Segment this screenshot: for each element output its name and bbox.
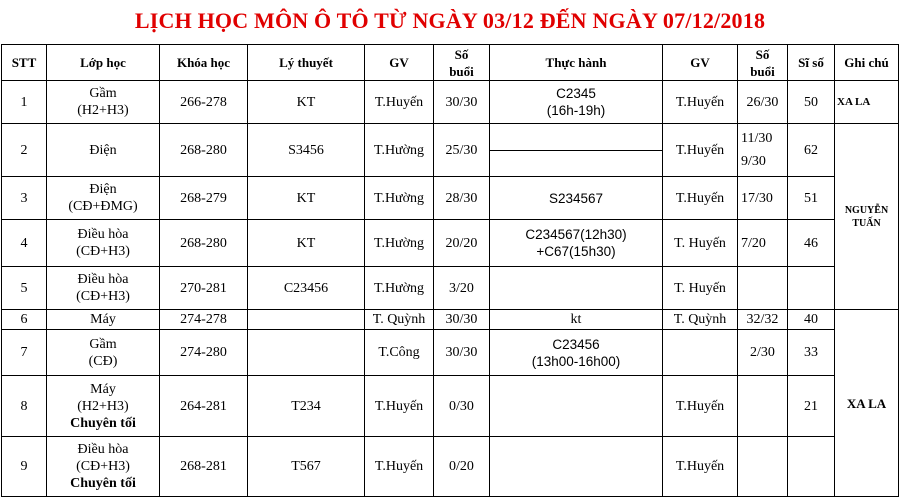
cell-teacher: T.Công [365,330,434,376]
cell-class: Gầm (H2+H3) [47,81,160,124]
cell-teacher: T.Hường [365,124,434,177]
cell-sessions: 30/30 [434,310,490,330]
cell-course: 274-278 [160,310,248,330]
cell-theory: KT [248,81,365,124]
cell-sessions-practice [738,267,788,310]
cell-stt: 8 [2,376,47,437]
cell-stt: 4 [2,220,47,267]
cell-teacher-practice [663,330,738,376]
cell-sessions: 0/30 [434,376,490,437]
cell-theory: C23456 [248,267,365,310]
header-row [2,45,899,81]
cell-stt: 3 [2,177,47,220]
cell-stt: 6 [2,310,47,330]
cell-teacher-practice: T.Huyến [663,124,738,177]
cell-practice: S234567 [490,177,663,220]
cell-stt: 2 [2,124,47,177]
cell-teacher-practice: T. Huyến [663,220,738,267]
header-size: Sĩ số [788,45,835,81]
table-row [2,81,899,124]
cell-practice: C234567(12h30) +C67(15h30) [490,220,663,267]
cell-size: 33 [788,330,835,376]
cell-practice: C2345 (16h-19h) [490,81,663,124]
cell-course: 274-280 [160,330,248,376]
cell-teacher: T.Hường [365,177,434,220]
practice-split-line [490,124,662,151]
cell-course: 268-280 [160,124,248,177]
cell-course: 268-279 [160,177,248,220]
page-title: LỊCH HỌC MÔN Ô TÔ TỪ NGÀY 03/12 ĐẾN NGÀY 07/12/2018 [134,8,766,33]
table-row [2,437,899,497]
header-sessions-1: Số buổi [434,45,490,81]
cell-theory: S3456 [248,124,365,177]
cell-stt: 5 [2,267,47,310]
cell-course: 268-280 [160,220,248,267]
cell-course: 264-281 [160,376,248,437]
table-row [2,177,899,220]
cell-sessions: 0/20 [434,437,490,497]
table-row [2,330,899,376]
cell-teacher-practice: T. Quỳnh [663,310,738,330]
cell-theory [248,330,365,376]
cell-class: Gầm (CĐ) [47,330,160,376]
cell-size: 51 [788,177,835,220]
cell-practice [490,124,663,177]
cell-class: Máy (H2+H3) Chuyên tối [47,376,160,437]
cell-stt: 1 [2,81,47,124]
cell-stt: 9 [2,437,47,497]
cell-size: 21 [788,376,835,437]
header-practice: Thực hành [490,45,663,81]
cell-course: 268-281 [160,437,248,497]
cell-teacher-practice: T.Huyến [663,81,738,124]
cell-practice: C23456 (13h00-16h00) [490,330,663,376]
table-row [2,267,899,310]
cell-theory: KT [248,220,365,267]
cell-sessions-practice: 26/30 [738,81,788,124]
cell-sessions-practice: 32/32 [738,310,788,330]
header-teacher-1: GV [365,45,434,81]
table-row [2,220,899,267]
cell-theory: T234 [248,376,365,437]
cell-theory [248,310,365,330]
cell-class: Điều hòa (CĐ+H3) [47,267,160,310]
cell-practice [490,437,663,497]
header-course: Khóa học [160,45,248,81]
cell-sessions: 25/30 [434,124,490,177]
cell-class: Máy [47,310,160,330]
cell-teacher: T.Huyến [365,81,434,124]
cell-size: 50 [788,81,835,124]
table-row [2,310,899,330]
cell-course: 266-278 [160,81,248,124]
note-row1: XA LA [835,81,899,124]
header-teacher-2: GV [663,45,738,81]
note-group-xa-la: XA LA [835,310,899,497]
cell-sessions: 3/20 [434,267,490,310]
cell-sessions: 20/20 [434,220,490,267]
cell-course: 270-281 [160,267,248,310]
schedule-table [1,44,899,497]
cell-teacher-practice: T.Huyến [663,437,738,497]
cell-class: Điện (CĐ+ĐMG) [47,177,160,220]
cell-teacher: T.Huyến [365,376,434,437]
cell-sessions-practice: 17/30 [738,177,788,220]
header-stt: STT [2,45,47,81]
cell-practice [490,376,663,437]
cell-class: Điều hòa (CĐ+H3) Chuyên tối [47,437,160,497]
cell-sessions-practice: 7/20 [738,220,788,267]
header-note: Ghi chú [835,45,899,81]
cell-size: 40 [788,310,835,330]
cell-teacher: T.Huyến [365,437,434,497]
cell-teacher: T.Hường [365,267,434,310]
cell-theory: T567 [248,437,365,497]
header-theory: Lý thuyết [248,45,365,81]
cell-sessions: 30/30 [434,330,490,376]
cell-practice: kt [490,310,663,330]
cell-size: 46 [788,220,835,267]
cell-sessions-practice [738,437,788,497]
cell-teacher: T. Quỳnh [365,310,434,330]
cell-class: Điều hòa (CĐ+H3) [47,220,160,267]
table-row [2,376,899,437]
cell-teacher: T.Hường [365,220,434,267]
cell-size [788,267,835,310]
note-group-nguyen-tuan: NGUYỄN TUẤN [835,124,899,310]
cell-sessions-practice [738,376,788,437]
cell-practice [490,267,663,310]
header-sessions-2: Số buổi [738,45,788,81]
cell-sessions-practice: 11/30 9/30 [738,124,788,177]
cell-stt: 7 [2,330,47,376]
cell-teacher-practice: T.Huyến [663,177,738,220]
cell-sessions-practice: 2/30 [738,330,788,376]
cell-class: Điện [47,124,160,177]
cell-size [788,437,835,497]
cell-theory: KT [248,177,365,220]
cell-sessions: 28/30 [434,177,490,220]
cell-teacher-practice: T.Huyến [663,376,738,437]
cell-sessions: 30/30 [434,81,490,124]
cell-size: 62 [788,124,835,177]
table-row [2,124,899,177]
cell-teacher-practice: T. Huyến [663,267,738,310]
header-class: Lớp học [47,45,160,81]
